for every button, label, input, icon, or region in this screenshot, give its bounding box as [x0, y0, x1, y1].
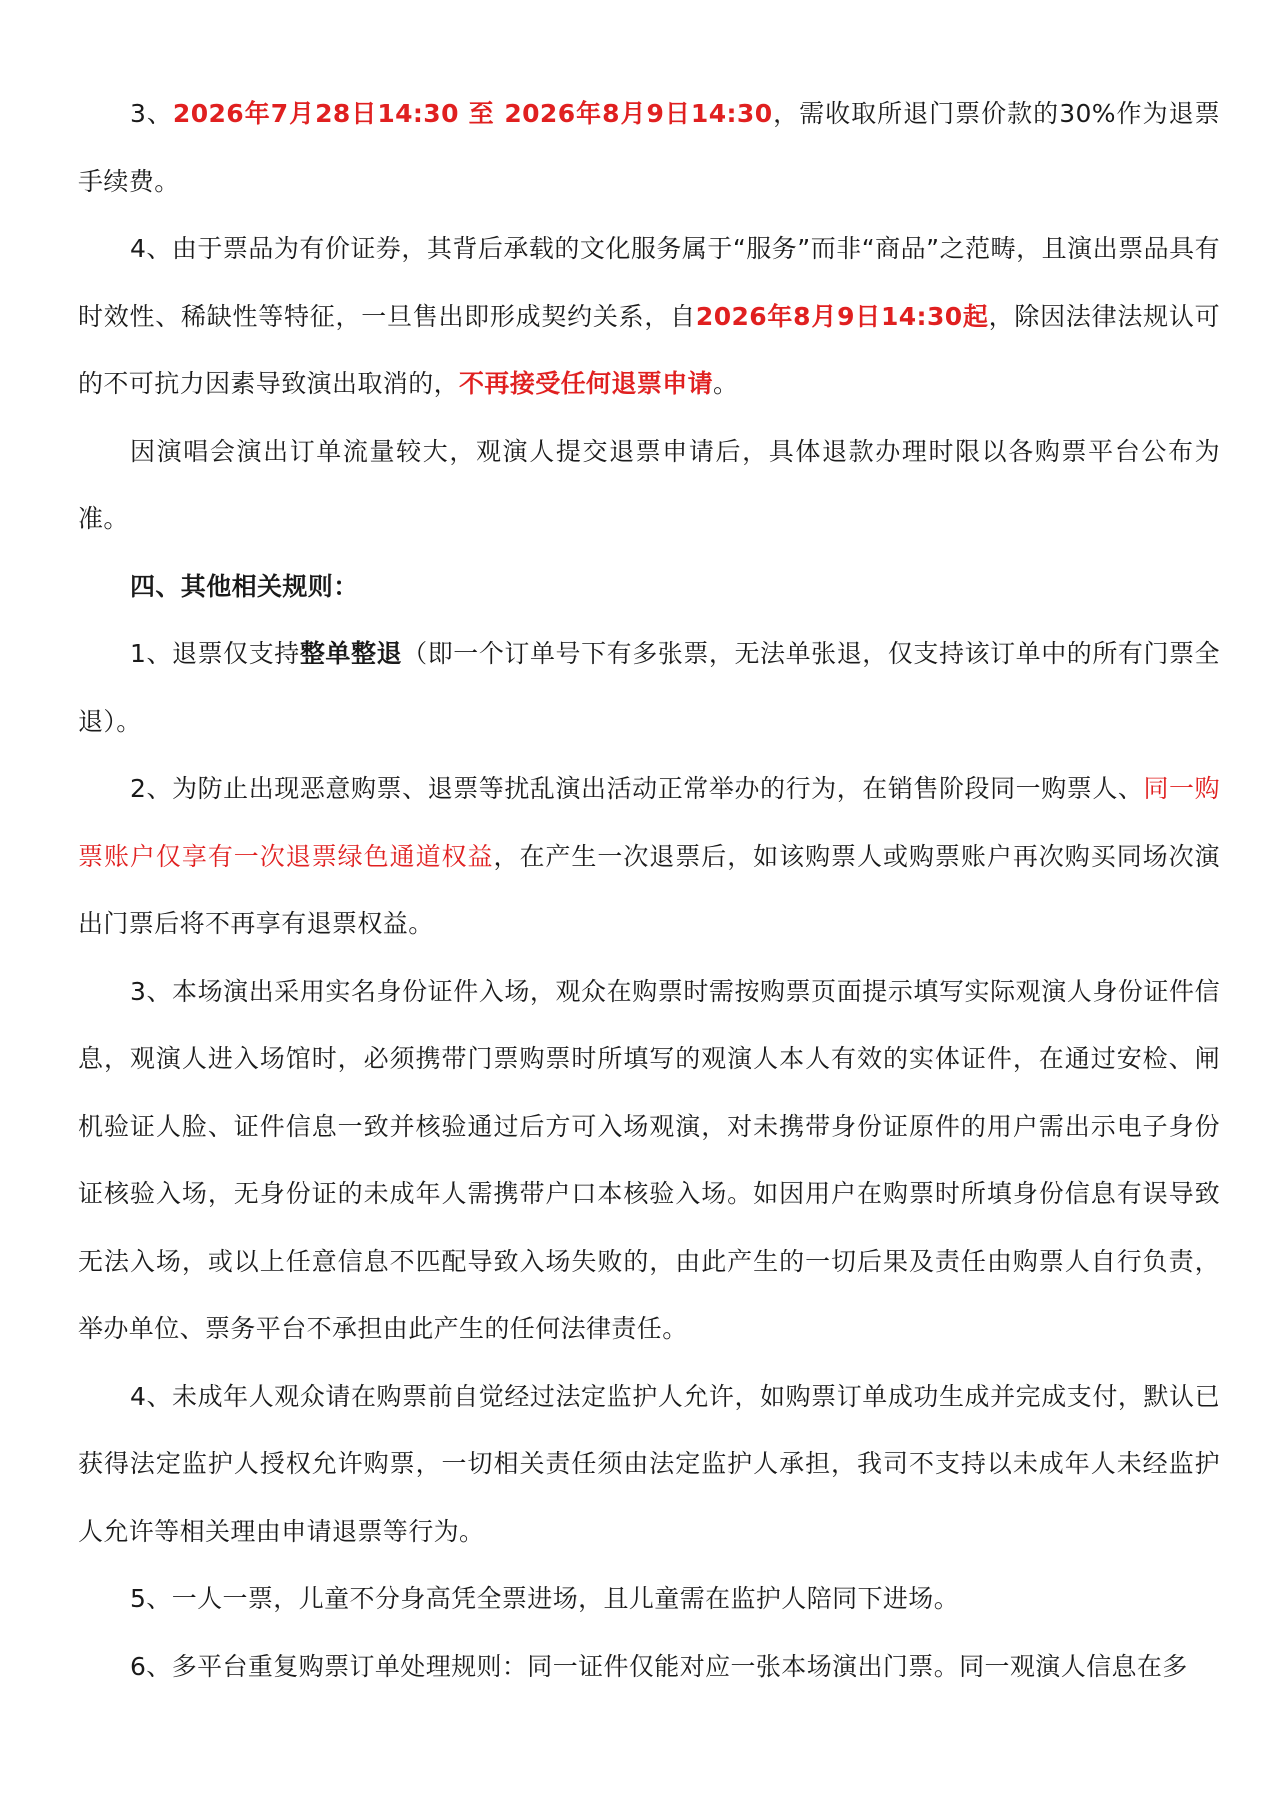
rule-1-text-b: （即一个订单号下有多张票，无法单张退，仅支持该订单中的所有门票全退）。	[78, 639, 1220, 736]
refund-timing-paragraph: 因演唱会演出订单流量较大，观演人提交退票申请后，具体退款办理时限以各购票平台公布为准。	[78, 436, 1220, 533]
rule-4-paragraph: 4、未成年人观众请在购票前自觉经过法定监护人允许，如购票订单成功生成并完成支付，默认已获得法定监护人授权允许购票，一切相关责任须由法定监护人承担，我司不支持以未成年人未经监护人允许等相关理由申请退票等行为。	[78, 1381, 1220, 1546]
no-refund-text-c: 。	[713, 369, 739, 398]
rule-1-bold: 整单整退	[299, 639, 403, 668]
no-refund-paragraph	[78, 215, 1220, 418]
item-number: 3、	[130, 99, 173, 128]
rule-6-paragraph: 6、多平台重复购票订单处理规则：同一证件仅能对应一张本场演出门票。同一观演人信息在多	[130, 1651, 1188, 1681]
rule-2-text-a: 2、为防止出现恶意购票、退票等扰乱演出活动正常举办的行为，在销售阶段同一购票人、	[130, 774, 1144, 803]
no-refund-text-a: 4、由于票品为有价证券，其背后承载的文化服务属于“服务”而非“商品”之范畴，且演出票品具有时效性、稀缺性等特征，一旦售出即形成契约关系，自	[78, 234, 1220, 331]
rule-2-highlight: 同一购票账户仅享有一次退票绿色通道权益	[78, 774, 1220, 871]
refund-fee-text: ，需收取所退门票价款的30%作为退票手续费。	[78, 99, 1220, 196]
rule-2-paragraph	[78, 755, 1220, 958]
no-refund-notice: 不再接受任何退票申请	[459, 369, 714, 398]
rule-5-paragraph: 5、一人一票，儿童不分身高凭全票进场，且儿童需在监护人陪同下进场。	[130, 1584, 960, 1613]
rule-1-paragraph	[78, 620, 1220, 755]
rule-1-text-a: 1、退票仅支持	[130, 639, 300, 668]
no-refund-date: 2026年8月9日14:30起	[695, 301, 989, 331]
section-title: 四、其他相关规则：	[130, 571, 359, 601]
refund-fee-paragraph	[78, 80, 1220, 215]
rule-3-paragraph: 3、本场演出采用实名身份证件入场，观众在购票时需按购票页面提示填写实际观演人身份证件信息，观演人进入场馆时，必须携带门票购票时所填写的观演人本人有效的实体证件，在通过安检、闸机验证人脸、证件信息一致并核验通过后方可入场观演，对未携带身份证原件的用户需出示电子身份证核验入场，无身份证的未成年人需携带户口本核验入场。如因用户在购票时所填身份信息有误导致无法入场，或以上任意信息不匹配导致入场失败的，由此产生的一切后果及责任由购票人自行负责，举办单位、票务平台不承担由此产生的任何法律责任。	[78, 976, 1220, 1343]
refund-date-range: 2026年7月28日14:30 至 2026年8月9日14:30	[172, 99, 773, 128]
rule-2-text-b: ，在产生一次退票后，如该购票人或购票账户再次购买同场次演出门票后将不再享有退票权益。	[78, 841, 1221, 938]
no-refund-text-b: ，除因法律法规认可的不可抗力因素导致演出取消的，	[78, 301, 1220, 398]
